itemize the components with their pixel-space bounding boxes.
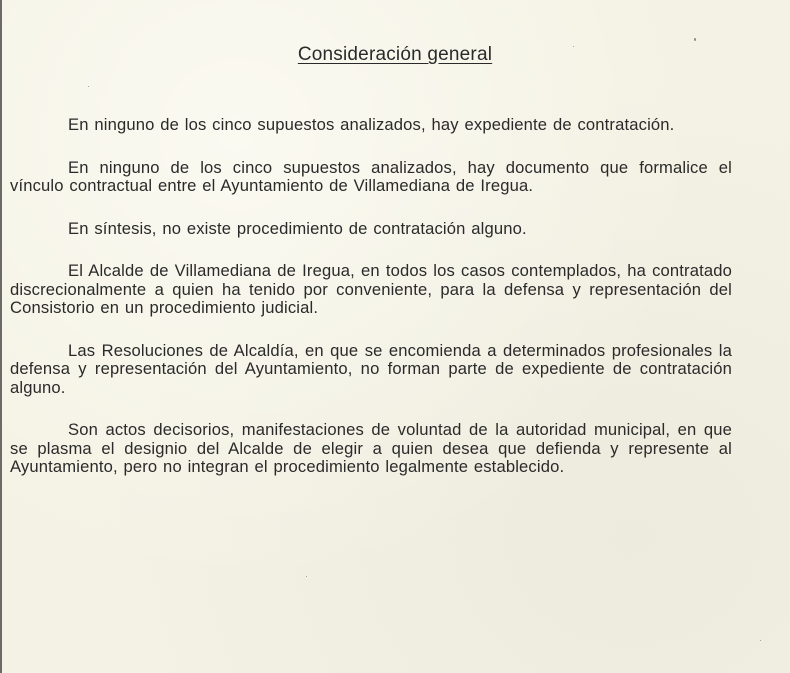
scan-speck	[306, 576, 307, 577]
document-title: Consideración general	[297, 44, 493, 65]
paragraph-2: En ninguno de los cinco supuestos analizados, hay documento que formalice el vínculo contractual entre el Ayuntamiento de Villamediana de Iregua.	[10, 157, 732, 195]
paragraph-4: El Alcalde de Villamediana de Iregua, en todos los casos contemplados, ha contratado discrecionalmente a quien ha tenido por conveniente, para la defensa y representación del Consistorio en un procedimiento judicial.	[10, 261, 732, 317]
paragraph-3: En síntesis, no existe procedimiento de contratación alguno.	[68, 218, 527, 238]
scan-speck	[760, 640, 761, 641]
scan-speck	[694, 38, 696, 41]
paragraph-6: Son actos decisorios, manifestaciones de voluntad de la autoridad municipal, en que se plasma el designio del Alcalde de elegir a quien desea que defienda y represente al Ayuntamiento, pero no integran el procedimiento legalmente establecido.	[10, 420, 732, 476]
page-edge	[0, 0, 2, 673]
scan-speck	[88, 86, 89, 87]
paragraph-5: Las Resoluciones de Alcaldía, en que se encomienda a determinados profesionales la defensa y representación del Ayuntamiento, no forman parte de expediente de contratación alguno.	[10, 340, 732, 397]
paragraph-1: En ninguno de los cinco supuestos analizados, hay expediente de contratación.	[68, 115, 675, 134]
document-body	[10, 116, 732, 501]
